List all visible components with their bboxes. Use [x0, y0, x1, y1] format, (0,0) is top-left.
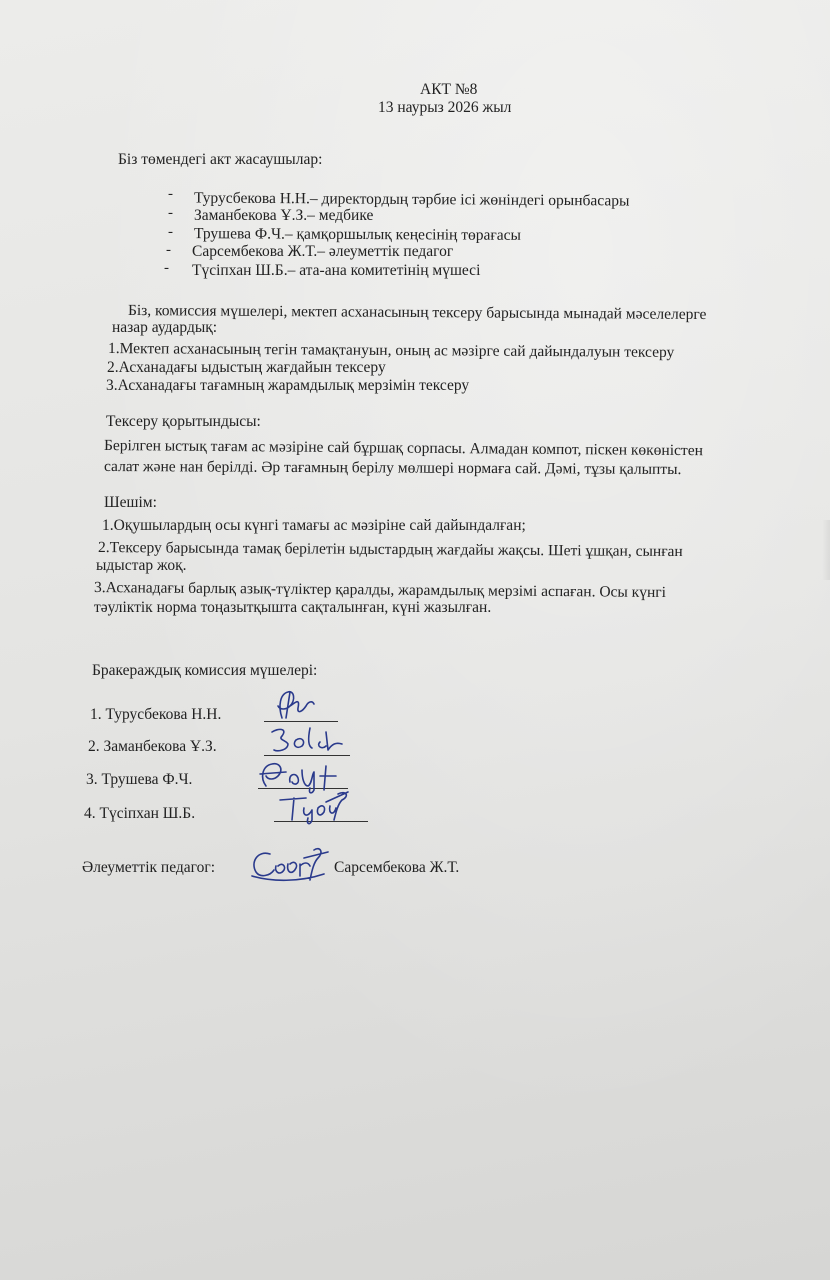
- list-dash: -: [168, 205, 173, 221]
- results-line: Берілген ыстық тағам ас мәзіріне сай бұршақ сорпасы. Алмадан компот, піскен көкөністен: [103, 437, 703, 460]
- list-dash: -: [164, 260, 169, 276]
- decision-line: 1.Оқушылардың осы күнгі тамағы ас мәзіріне сай дайындалған;: [102, 517, 526, 534]
- member-item: Заманбекова Ұ.З.– медбике: [194, 207, 374, 224]
- paper-fold-shadow: [822, 520, 830, 580]
- document-date: 13 наурыз 2026 жыл: [378, 99, 512, 116]
- signatory-name: 3. Трушева Ф.Ч.: [86, 771, 193, 788]
- signatory-name: 4. Түсіпхан Ш.Б.: [84, 805, 196, 822]
- list-dash: -: [166, 242, 171, 258]
- handwritten-signature-1: [268, 688, 328, 724]
- attention-line: Біз, комиссия мүшелері, мектеп асханасының тексеру барысында мынадай мәселелерге: [127, 302, 707, 324]
- signatory-name: 1. Турусбекова Н.Н.: [90, 706, 222, 723]
- decision-line: 3.Асханадағы барлық азық-түліктер қаралды, жарамдылық мерзімі аспаған. Осы күнгі: [93, 579, 667, 601]
- decision-line: тәуліктік норма тоңазытқышта сақталынған, күні жазылған.: [94, 599, 492, 616]
- attention-line: назар аудардық:: [112, 319, 218, 336]
- member-item: Турусбекова Н.Н.– директордың тәрбие ісі жөніндегі орынбасары: [193, 189, 630, 210]
- member-item: Түсіпхан Ш.Б.– ата-ана комитетінің мүшесі: [192, 262, 481, 279]
- list-dash: -: [168, 186, 173, 202]
- signatory-name: 2. Заманбекова Ұ.З.: [88, 738, 217, 755]
- member-item: Сарсембекова Ж.Т.– әлеуметтік педагог: [192, 243, 454, 260]
- check-item: 1.Мектеп асханасының тегін тамақтануын, оның ас мәзірге сай дайындалуын тексеру: [107, 340, 675, 361]
- handwritten-signature-social: [248, 842, 332, 886]
- check-item: 3.Асханадағы тағамның жарамдылық мерзімін тексеру: [106, 377, 470, 394]
- results-heading: Тексеру қорытындысы:: [106, 413, 261, 430]
- social-pedagogue-name: Сарсембекова Ж.Т.: [334, 859, 460, 876]
- list-dash: -: [168, 224, 173, 240]
- document-title: АКТ №8: [420, 81, 478, 98]
- results-line: салат және нан берілді. Әр тағамның берілу мөлшері нормаға сай. Дәмі, тұзы қалыпты.: [103, 458, 682, 479]
- check-item: 2.Асханадағы ыдыстың жағдайын тексеру: [107, 359, 386, 376]
- handwritten-signature-4: [276, 786, 356, 826]
- commission-heading: Бракераждық комиссия мүшелері:: [92, 662, 318, 679]
- decision-line: 2.Тексеру барысында тамақ берілетін ыдыстардың жағдайы жақсы. Шеті ұшқан, сынған: [97, 539, 683, 561]
- decision-line: ыдыстар жоқ.: [96, 557, 187, 574]
- intro-text: Біз төмендегі акт жасаушылар:: [118, 151, 323, 168]
- social-pedagogue-label: Әлеуметтік педагог:: [82, 859, 216, 876]
- handwritten-signature-2: [266, 722, 356, 758]
- decision-heading: Шешім:: [104, 494, 157, 511]
- member-item: Трушева Ф.Ч.– қамқоршылық кеңесінің төрағасы: [193, 225, 521, 244]
